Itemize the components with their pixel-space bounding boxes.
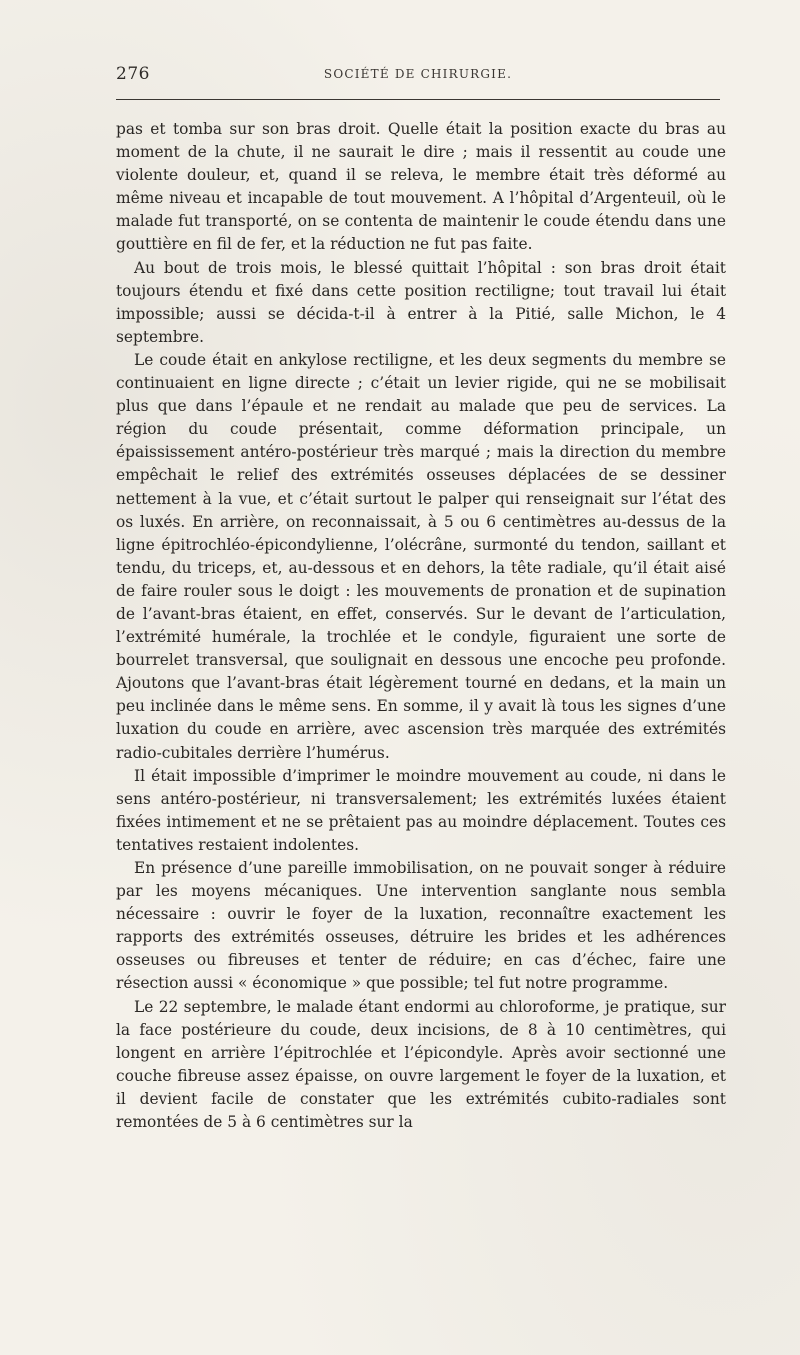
page-header [116,64,720,90]
paragraph: Il était impossible d’imprimer le moindre mouvement au coude, ni dans le sens antéro-postérieur, ni transversalement; les extrémités luxées étaient fixées intimement et ne se prêtaient pas au moindre déplacement. Toutes ces tentatives restaient indolentes. [116,766,726,854]
body-text [116,118,726,1134]
paragraph: Le 22 septembre, le malade étant endormi au chloroforme, je pratique, sur la face postérieure du coude, deux incisions, de 8 à 10 centimètres, qui longent en arrière l’épitrochlée et l’épicondyle. Après avoir sectionné une couche fibreuse assez épaisse, on ouvre largement le foyer de la luxation, et il devient facile de constater que les extrémités cubito-radiales sont remontées de 5 à 6 centimètres sur la [116,997,726,1132]
paragraph: En présence d’une pareille immobilisation, on ne pouvait songer à réduire par les moyens mécaniques. Une intervention sanglante nous sembla nécessaire : ouvrir le foyer de la luxation, reconnaître exactement les rapports des extrémités osseuses, détruire les brides et les adhérences osseuses ou fibreuses et tenter de réduire; en cas d’échec, faire une résection aussi « économique » que possible; tel fut notre programme. [116,859,726,993]
header-rule [116,99,720,100]
running-title: SOCIÉTÉ DE CHIRURGIE. [323,67,513,81]
page-number: 276 [116,64,150,84]
paragraph: pas et tomba sur son bras droit. Quelle était la position exacte du bras au moment de la chute, il ne saurait le dire ; mais il ressentit au coude une violente douleur, et, quand il se releva, le membre était très déformé au même niveau et incapable de tout mouvement. A l’hôpital d’Argenteuil, où le malade fut transporté, on se contenta de maintenir le coude étendu dans une gouttière en fil de fer, et la réduction ne fut pas faite. [116,120,726,254]
paragraph: Au bout de trois mois, le blessé quittait l’hôpital : son bras droit était toujours étendu et fixé dans cette position rectiligne; tout travail lui était impossible; aussi se décida-t-il à entrer à la Pitié, salle Michon, le 4 septembre. [116,258,726,346]
paragraph: Le coude était en ankylose rectiligne, et les deux segments du membre se continuaient en ligne directe ; c’était un levier rigide, qui ne se mobilisait plus que dans l’épaule et ne rendait au malade que peu de services. La région du coude présentait, comme déformation principale, un épaississement antéro-postérieur très marqué ; mais la direction du membre empêchait le relief des extrémités osseuses déplacées de se dessiner nettement à la vue, et c’était surtout le palper qui renseignait sur l’état des os luxés. En arrière, on reconnaissait, à 5 ou 6 centimètres au-dessus de la ligne épitrochléo-épicondylienne, l’olécrâne, surmonté du tendon, saillant et tendu, du triceps, et, au-dessous et en dehors, la tête radiale, qu’il était aisé de faire rouler sous le doigt : les mouvements de pronation et de supination de l’avant-bras étaient, en effet, conservés. Sur le devant de l’articulation, l’extrémité humérale, la trochlée et le condyle, figuraient une sorte de bourrelet transversal, que soulignait en dessous une encoche peu profonde. Ajoutons que l’avant-bras était légèrement tourné en dedans, et la main un peu inclinée dans le même sens. En somme, il y avait là tous les signes d’une luxation du coude en arrière, avec ascension très marquée des extrémités radio-cubitales derrière l’humérus. [116,350,726,762]
